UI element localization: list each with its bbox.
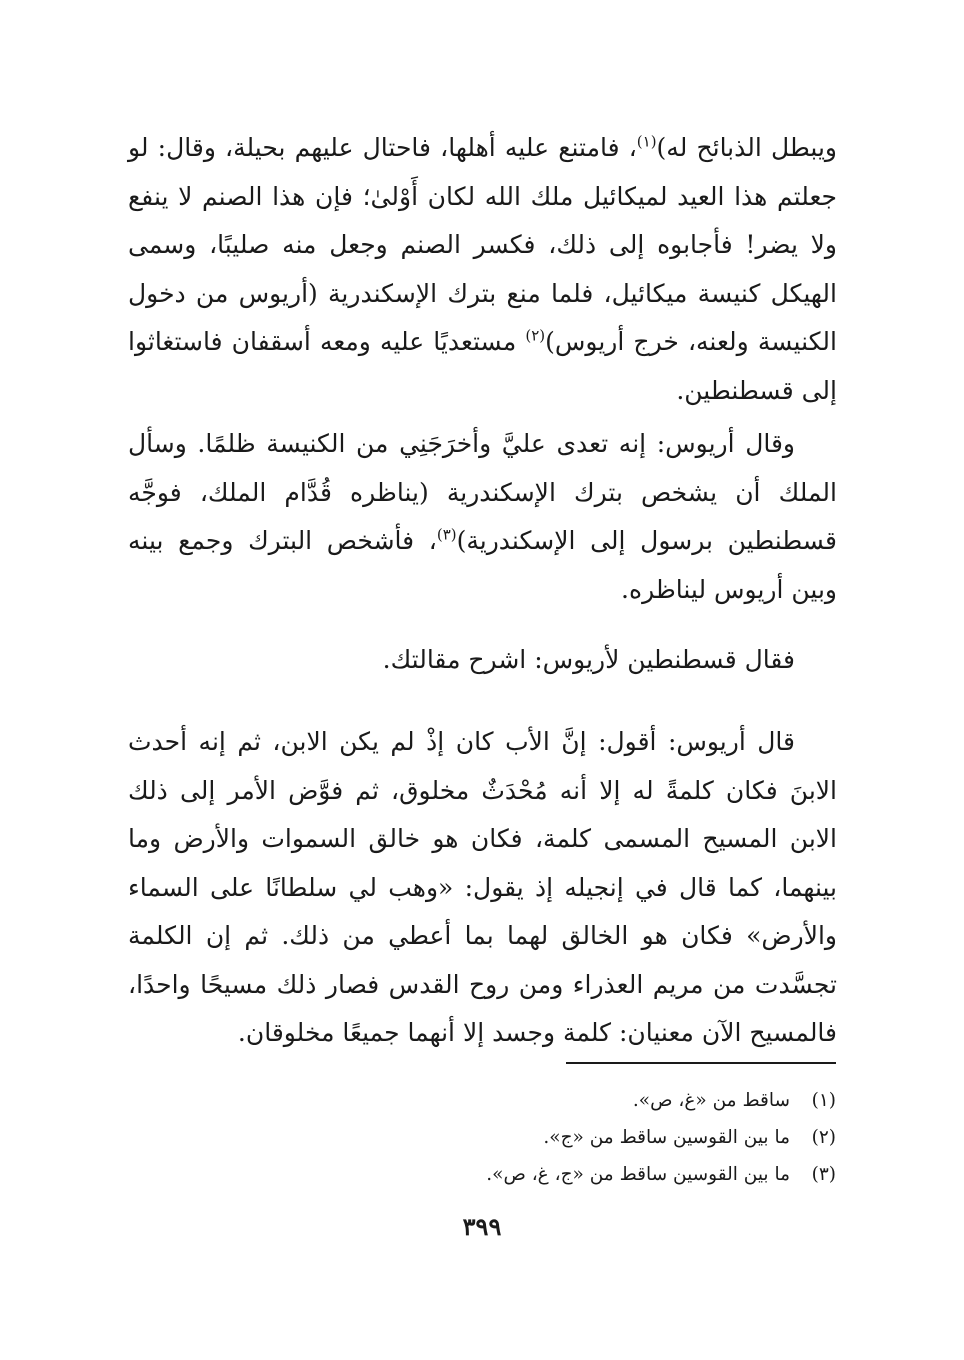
paragraph-2-part-2: ، فأشخص البترك وجمع بينه وبين أريوس ليناظره. xyxy=(128,526,837,604)
paragraph-2-part-1: وقال أريوس: إنه تعدى عليَّ وأخرَجَنِي من الكنيسة ظلمًا. وسأل الملك أن يشخص بترك الإسكندرية (يناظره قُدَّام الملك، فوجَّه قسطنطين برسول إلى الإسكندرية) xyxy=(128,429,838,555)
paragraph-3: فقال قسطنطين لأريوس: اشرح مقالتك. xyxy=(382,645,795,674)
paragraph-4: قال أريوس: أقول: إنَّ الأب كان إذْ لم يكن الابن، ثم إنه أحدث الابنَ فكان كلمةً له إلا أنه مُحْدَثٌ مخلوق، ثم فوَّض الأمر إلى ذلك الابن المسيح المسمى كلمة، فكان هو خالق السموات والأرض وما بينهما، كما قال في إنجيله إذ يقول: «وهب لي سلطانًا على السماء والأرض» فكان هو الخالق لهما بما أعطي من ذلك. ثم إن الكلمة تجسَّدت من مريم العذراء ومن روح القدس فصار ذلك مسيحًا واحدًا، فالمسيح الآن معنيان: كلمة وجسد إلا أنهما جميعًا مخلوقان. xyxy=(128,727,837,1047)
footnote-item xyxy=(400,1156,836,1193)
paragraph-1 xyxy=(128,124,837,415)
footnote-text: ما بين القوسين ساقط من «ج». xyxy=(543,1127,790,1148)
footnote-ref-1: (١) xyxy=(636,132,657,151)
footnotes-list xyxy=(400,1082,836,1193)
footnote-ref-3: (٣) xyxy=(436,525,457,544)
footnote-item xyxy=(400,1082,836,1119)
footnote-number: (٣) xyxy=(811,1164,836,1185)
paragraph-1-part-1: ويبطل الذبائح له) xyxy=(656,133,837,162)
paragraph-2 xyxy=(128,420,837,614)
page-number: ٣٩٩ xyxy=(462,1212,502,1241)
footnote-number: (٢) xyxy=(811,1127,836,1148)
paragraph-1-part-3: مستعديًا عليه ومعه أسقفان فاستغاثوا إلى قسطنطين. xyxy=(128,327,837,405)
footnote-item xyxy=(400,1119,836,1156)
footnote-text: ساقط من «غ، ص». xyxy=(632,1090,790,1111)
paragraph-1-part-2: ، فامتنع عليه أهلها، فاحتال عليهم بحيلة، وقال: لو جعلتم هذا العيد لميكائيل ملك الله لكان أَوْلىٰ؛ فإن هذا الصنم لا ينفع ولا يضر! فأجابوه إلى ذلك، فكسر الصنم وجعل منه صليبًا، وسمى الهيكل كنيسة ميكائيل، فلما منع بترك الإسكندرية (أريوس من دخول الكنيسة ولعنه، خرج أريوس) xyxy=(128,133,837,356)
footnote-separator xyxy=(566,1062,836,1064)
footnote-number: (١) xyxy=(811,1090,836,1111)
footnote-ref-2: (٢) xyxy=(525,326,546,345)
footnote-text: ما بين القوسين ساقط من «ج، غ، ص». xyxy=(486,1164,790,1185)
